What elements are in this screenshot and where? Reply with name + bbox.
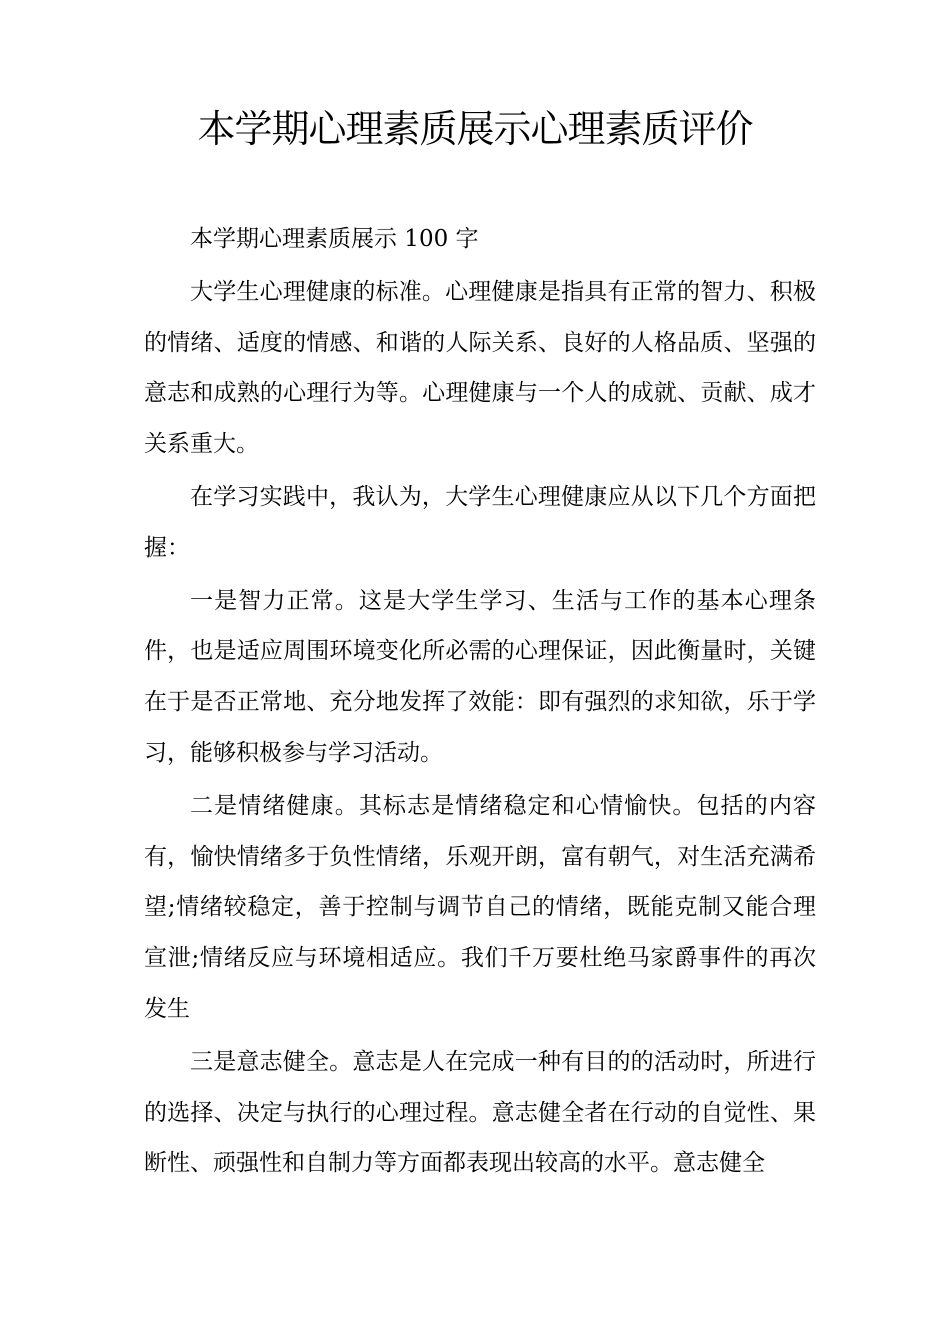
paragraph-will: 三是意志健全。意志是人在完成一种有目的的活动时，所进行的选择、决定与执行的心理过程。意志健全者在行动的自觉性、果断性、顽强性和自制力等方面都表现出较高的水平。意志健全 [144, 1048, 816, 1177]
paragraph-emotion: 二是情绪健康。其标志是情绪稳定和心情愉快。包括的内容有，愉快情绪多于负性情绪，乐观开朗，富有朝气，对生活充满希望;情绪较稳定，善于控制与调节自己的情绪，既能克制又能合理宣泄;情绪反应与环境相适应。我们千万要杜绝马家爵事件的再次发生 [144, 792, 816, 1022]
document-title: 本学期心理素质展示心理素质评价 [197, 107, 753, 151]
document-body [144, 214, 816, 1191]
paragraph-health-standard: 大学生心理健康的标准。心理健康是指具有正常的智力、积极的情绪、适度的情感、和谐的人际关系、良好的人格品质、坚强的意志和成熟的心理行为等。心理健康与一个人的成就、贡献、成才关系重大。 [144, 278, 816, 458]
paragraph-subtitle: 本学期心理素质展示 100 字 [190, 226, 479, 252]
paragraph-intelligence: 一是智力正常。这是大学生学习、生活与工作的基本心理条件，也是适应周围环境变化所必需的心理保证，因此衡量时，关键在于是否正常地、充分地发挥了效能：即有强烈的求知欲，乐于学习，能够积极参与学习活动。 [144, 587, 816, 766]
paragraph-aspects-intro: 在学习实践中，我认为，大学生心理健康应从以下几个方面把握： [144, 483, 816, 561]
